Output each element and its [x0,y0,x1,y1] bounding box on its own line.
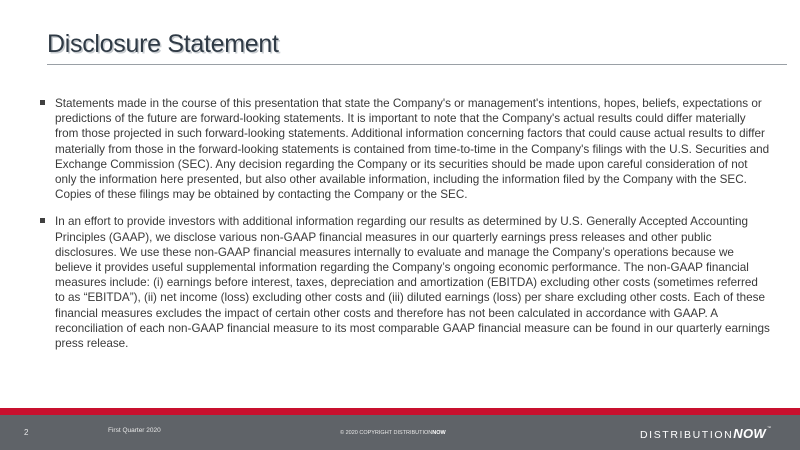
bullet-text: In an effort to provide investors with additional information regarding our results as determined by U.S. Generally Accepted Accounting Principles (GAAP), we disclose various non-GAAP financial measures in our quarterly earnings press releases and other public disclosures. We use these non-GAAP financial measures internally to evaluate and manage the Company’s operations because we believe it provides useful supplemental information regarding the Company’s ongoing economic performance. The non-GAAP financial measures include: (i) earnings before interest, taxes, depreciation and amortization (EBITDA) excluding other costs (sometimes referred to as “EBITDA”), (ii) net income (loss) excluding other costs and (iii) diluted earnings (loss) per share excluding other costs. Each of these financial measures excludes the impact of certain other costs and therefore has not been calculated in accordance with GAAP. A reconciliation of each non-GAAP financial measure to its most comparable GAAP financial measure can be found in our quarterly earnings press release. [55,215,770,351]
footer-accent-bar [0,408,800,415]
trademark-mark: ™ [766,425,771,430]
square-bullet-icon [40,218,45,223]
company-logo [640,425,771,443]
bullet-text: Statements made in the course of this presentation that state the Company's or management's intentions, hopes, beliefs, expectations or predictions of the future are forward-looking statements. It is important to note that the Company's actual results could differ materially from those projected in such forward-looking statements. Additional information concerning factors that could cause actual results to differ materially from those in the forward-looking statements is contained from time-to-time in the Company's filings with the U.S. Securities and Exchange Commission (SEC). Any decision regarding the Company or its securities should be made upon careful consideration of not only the information here presented, but also other available information, including the information filed by the Company with the SEC. Copies of these filings may be obtained by contacting the Company or the SEC. [55,97,770,202]
page-number: 2 [24,428,29,437]
slide-title: Disclosure Statement [47,30,279,58]
copyright-text: © 2020 COPYRIGHT DISTRIBUTION [340,430,433,436]
square-bullet-icon [40,100,45,105]
bullet-non-gaap [40,214,770,351]
slide-footer [0,408,800,450]
copyright-brand: NOW [432,430,446,436]
bullet-forward-looking [40,96,770,202]
logo-now-mark: NOW [733,426,766,441]
title-divider [47,64,787,65]
footer-period: First Quarter 2020 [108,427,161,434]
footer-copyright [340,430,446,436]
slide-body [40,96,770,363]
logo-wordmark: DISTRIBUTION [640,429,734,441]
